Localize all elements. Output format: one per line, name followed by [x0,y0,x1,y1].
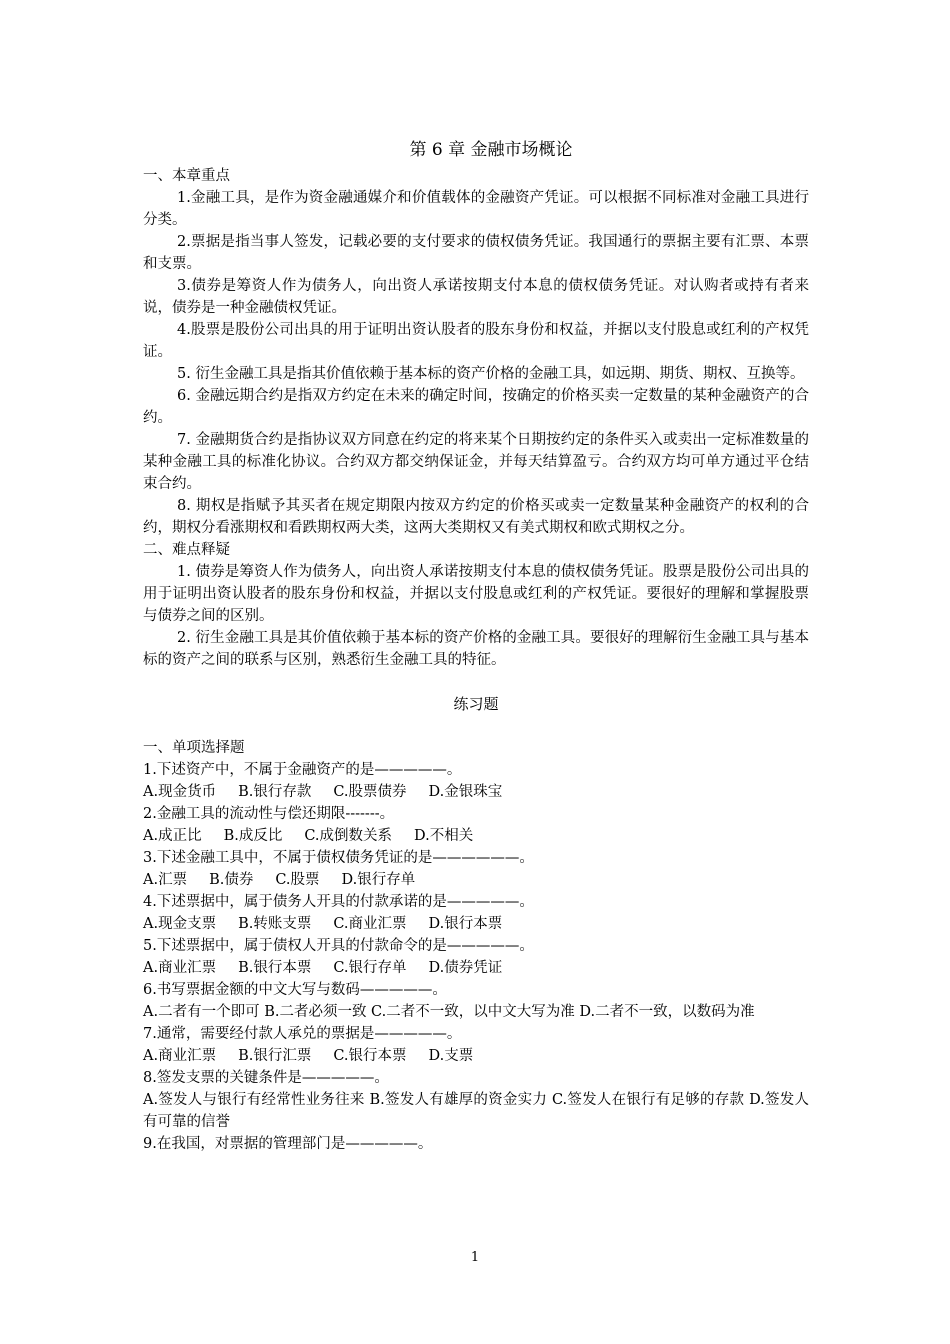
question-6-options: A.二者有一个即可 B.二者必须一致 C.二者不一致，以中文大写为准 D.二者不一致，以数码为准 [143,1004,755,1020]
key-point-6: 6. 金融远期合约是指双方约定在未来的确定时间，按确定的价格买卖一定数量的某种金融资产的合约。 [143,388,809,426]
key-points-heading: 一、本章重点 [143,168,230,184]
key-point-3: 3.债券是筹资人作为债务人，向出资人承诺按期支付本息的债权债务凭证。对认购者或持有者来说，债券是一种金融债权凭证。 [143,278,809,316]
question-7-options [143,1045,809,1067]
option: D.支票 [428,1048,474,1064]
page-number: 1 [470,1250,480,1265]
question-4-options [143,913,809,935]
option: A.汇票 [143,872,188,888]
option: C.股票债券 [333,784,407,800]
question-8-options: A.签发人与银行有经常性业务往来 B.签发人有雄厚的资金实力 C.签发人在银行有足够的存款 D.签发人有可靠的信誉 [143,1092,809,1130]
key-point-1: 1.金融工具，是作为资金融通媒介和价值载体的金融资产凭证。可以根据不同标准对金融工具进行分类。 [143,190,809,228]
option: A.成正比 [143,828,202,844]
key-point-2: 2.票据是指当事人签发，记载必要的支付要求的债权债务凭证。我国通行的票据主要有汇票、本票和支票。 [143,234,809,272]
option: B.银行本票 [238,960,312,976]
difficulty-2: 2. 衍生金融工具是其价值依赖于基本标的资产价格的金融工具。要很好的理解衍生金融工具与基本标的资产之间的联系与区别，熟悉衍生金融工具的特征。 [143,630,809,668]
key-point-4: 4.股票是股份公司出具的用于证明出资认股者的股东身份和权益，并据以支付股息或红利的产权凭证。 [143,322,809,360]
question-6: 6.书写票据金额的中文大写与数码—————。 [143,982,447,998]
option: B.银行汇票 [238,1048,312,1064]
option: A.现金货币 [143,784,217,800]
key-point-8: 8. 期权是指赋予其买者在规定期限内按双方约定的价格买或卖一定数量某种金融资产的权利的合约，期权分看涨期权和看跌期权两大类，这两大类期权又有美式期权和欧式期权之分。 [143,498,809,536]
option: B.成反比 [223,828,283,844]
option: C.股票 [275,872,320,888]
difficulties-heading: 二、难点释疑 [143,542,230,558]
option: A.现金支票 [143,916,217,932]
single-choice-heading: 一、单项选择题 [143,740,245,756]
question-9: 9.在我国，对票据的管理部门是—————。 [143,1136,433,1152]
option: D.银行本票 [428,916,503,932]
question-4: 4.下述票据中，属于债务人开具的付款承诺的是—————。 [143,894,534,910]
question-3-options [143,869,809,891]
option: D.银行存单 [341,872,416,888]
key-point-5: 5. 衍生金融工具是指其价值依赖于基本标的资产价格的金融工具，如远期、期货、期权、互换等。 [177,366,805,382]
difficulty-1: 1. 债券是筹资人作为债务人，向出资人承诺按期支付本息的债权债务凭证。股票是股份公司出具的用于证明出资认股者的股东身份和权益，并据以支付股息或红利的产权凭证。要很好的理解和掌握股票与债券之间的区别。 [143,564,809,624]
chapter-title: 第 6 章 金融市场概论 [409,140,573,160]
question-3: 3.下述金融工具中，不属于债权债务凭证的是——————。 [143,850,534,866]
document-page [143,136,809,1155]
key-point-7: 7. 金融期货合约是指协议双方同意在约定的将来某个日期按约定的条件买入或卖出一定标准数量的某种金融工具的标准化协议。合约双方都交纳保证金，并每天结算盈亏。合约双方均可单方通过平仓结束合约。 [143,432,809,492]
option: D.不相关 [414,828,474,844]
option: A.商业汇票 [143,960,217,976]
question-2-options [143,825,809,847]
option: A.商业汇票 [143,1048,217,1064]
option: D.债券凭证 [428,960,503,976]
option: C.成倒数关系 [304,828,393,844]
question-5: 5.下述票据中，属于债权人开具的付款命令的是—————。 [143,938,534,954]
option: B.债券 [209,872,254,888]
option: B.银行存款 [238,784,312,800]
option: C.商业汇票 [333,916,407,932]
option: C.银行存单 [333,960,407,976]
question-8: 8.签发支票的关键条件是—————。 [143,1070,389,1086]
question-7: 7.通常，需要经付款人承兑的票据是—————。 [143,1026,462,1042]
option: D.金银珠宝 [428,784,503,800]
question-1-options [143,781,809,803]
exercise-title: 练习题 [453,695,499,713]
question-2: 2.金融工具的流动性与偿还期限-------。 [143,806,395,822]
question-5-options [143,957,809,979]
option: B.转账支票 [238,916,312,932]
question-1: 1.下述资产中，不属于金融资产的是—————。 [143,762,462,778]
option: C.银行本票 [333,1048,407,1064]
